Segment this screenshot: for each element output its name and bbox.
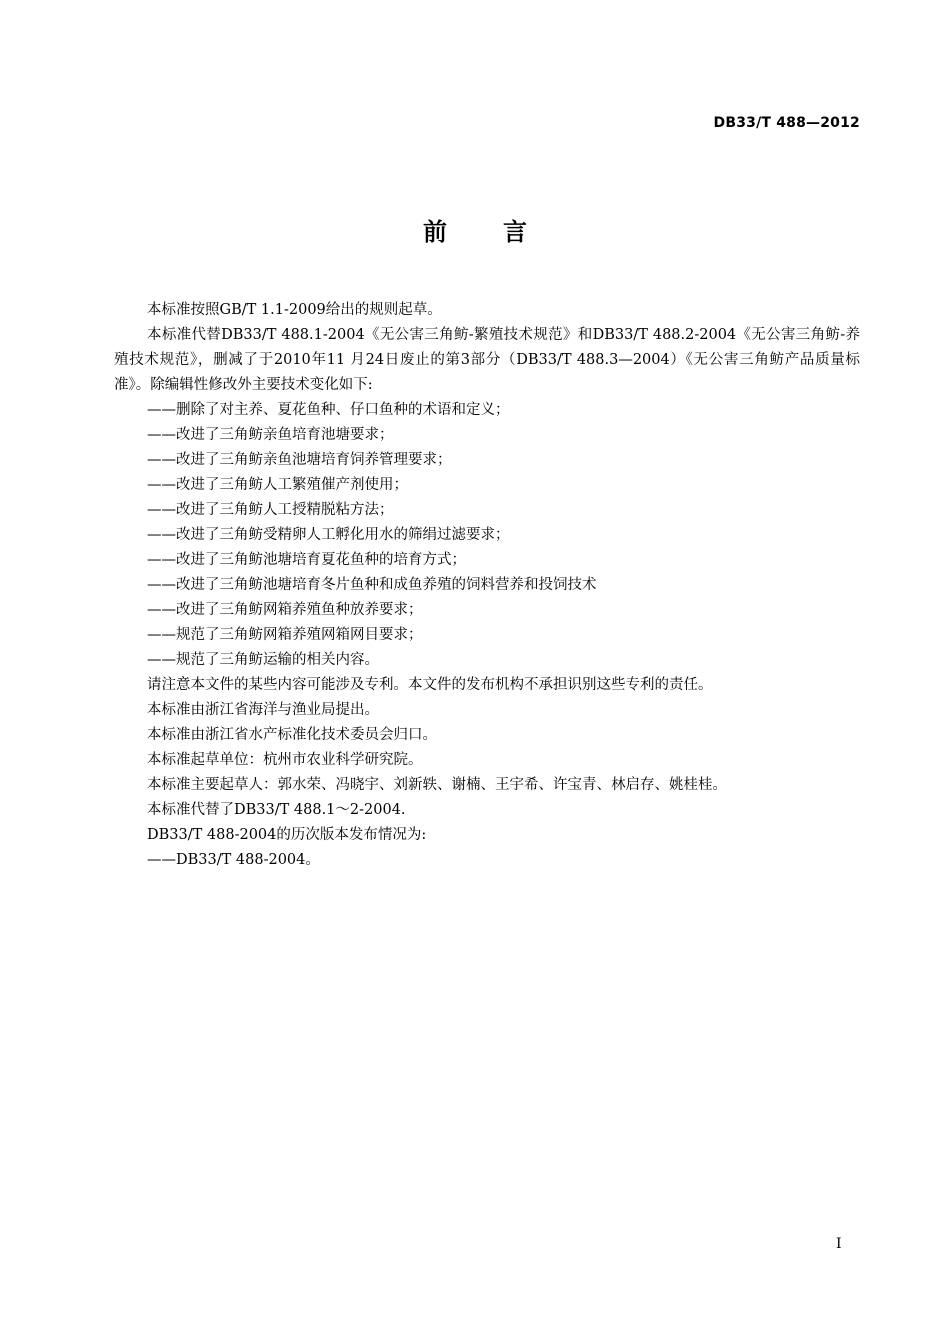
list-item: ——改进了三角鲂受精卵人工孵化用水的筛绢过滤要求； [147,527,510,543]
paragraph: 本标准主要起草人：郭水荣、冯晓宇、刘新轶、谢楠、王宇希、许宝青、林启存、姚桂桂。 [147,777,727,793]
paragraph: 本标准代替DB33/T 488.1-2004《无公害三角鲂-繁殖技术规范》和DB33/T 488.2-2004《无公害三角鲂-养殖技术规范》，删减了于2010年11 月24日废止的第3部分（DB33/T 488.3—2004）《无公害三角鲂产品质量标准》。除编辑性修改外主要技术变化如下: [114,327,860,393]
paragraph: 本标准由浙江省海洋与渔业局提出。 [147,702,379,718]
foreword-body [114,298,860,873]
list-item: ——改进了三角鲂池塘培育冬片鱼种和成鱼养殖的饲料营养和投饲技术 [147,577,597,593]
paragraph: 本标准代替了DB33/T 488.1～2-2004. [147,802,406,818]
paragraph: DB33/T 488-2004的历次版本发布情况为: [147,827,427,843]
list-item: ——删除了对主养、夏花鱼种、仔口鱼种的术语和定义； [147,402,510,418]
page-title: 前言 [423,218,583,246]
paragraph: 本标准按照GB/T 1.1-2009给出的规则起草。 [147,302,442,318]
list-item: ——改进了三角鲂网箱养殖鱼种放养要求； [147,602,423,618]
list-item: ——改进了三角鲂池塘培育夏花鱼种的培育方式； [147,552,466,568]
paragraph: 本标准由浙江省水产标准化技术委员会归口。 [147,727,437,743]
list-item: ——改进了三角鲂人工授精脱粘方法； [147,502,394,518]
document-code: DB33/T 488—2012 [713,115,860,131]
paragraph: 本标准起草单位：杭州市农业科学研究院。 [147,752,423,768]
page-number: I [836,1236,842,1252]
list-item: ——改进了三角鲂人工繁殖催产剂使用； [147,477,408,493]
list-item: ——改进了三角鲂亲鱼池塘培育饲养管理要求； [147,452,452,468]
list-item: ——改进了三角鲂亲鱼培育池塘要求； [147,427,394,443]
paragraph: 请注意本文件的某些内容可能涉及专利。本文件的发布机构不承担识别这些专利的责任。 [147,677,713,693]
list-item: ——规范了三角鲂运输的相关内容。 [147,652,379,668]
list-item: ——规范了三角鲂网箱养殖网箱网目要求； [147,627,423,643]
list-item: ——DB33/T 488-2004。 [147,852,320,868]
